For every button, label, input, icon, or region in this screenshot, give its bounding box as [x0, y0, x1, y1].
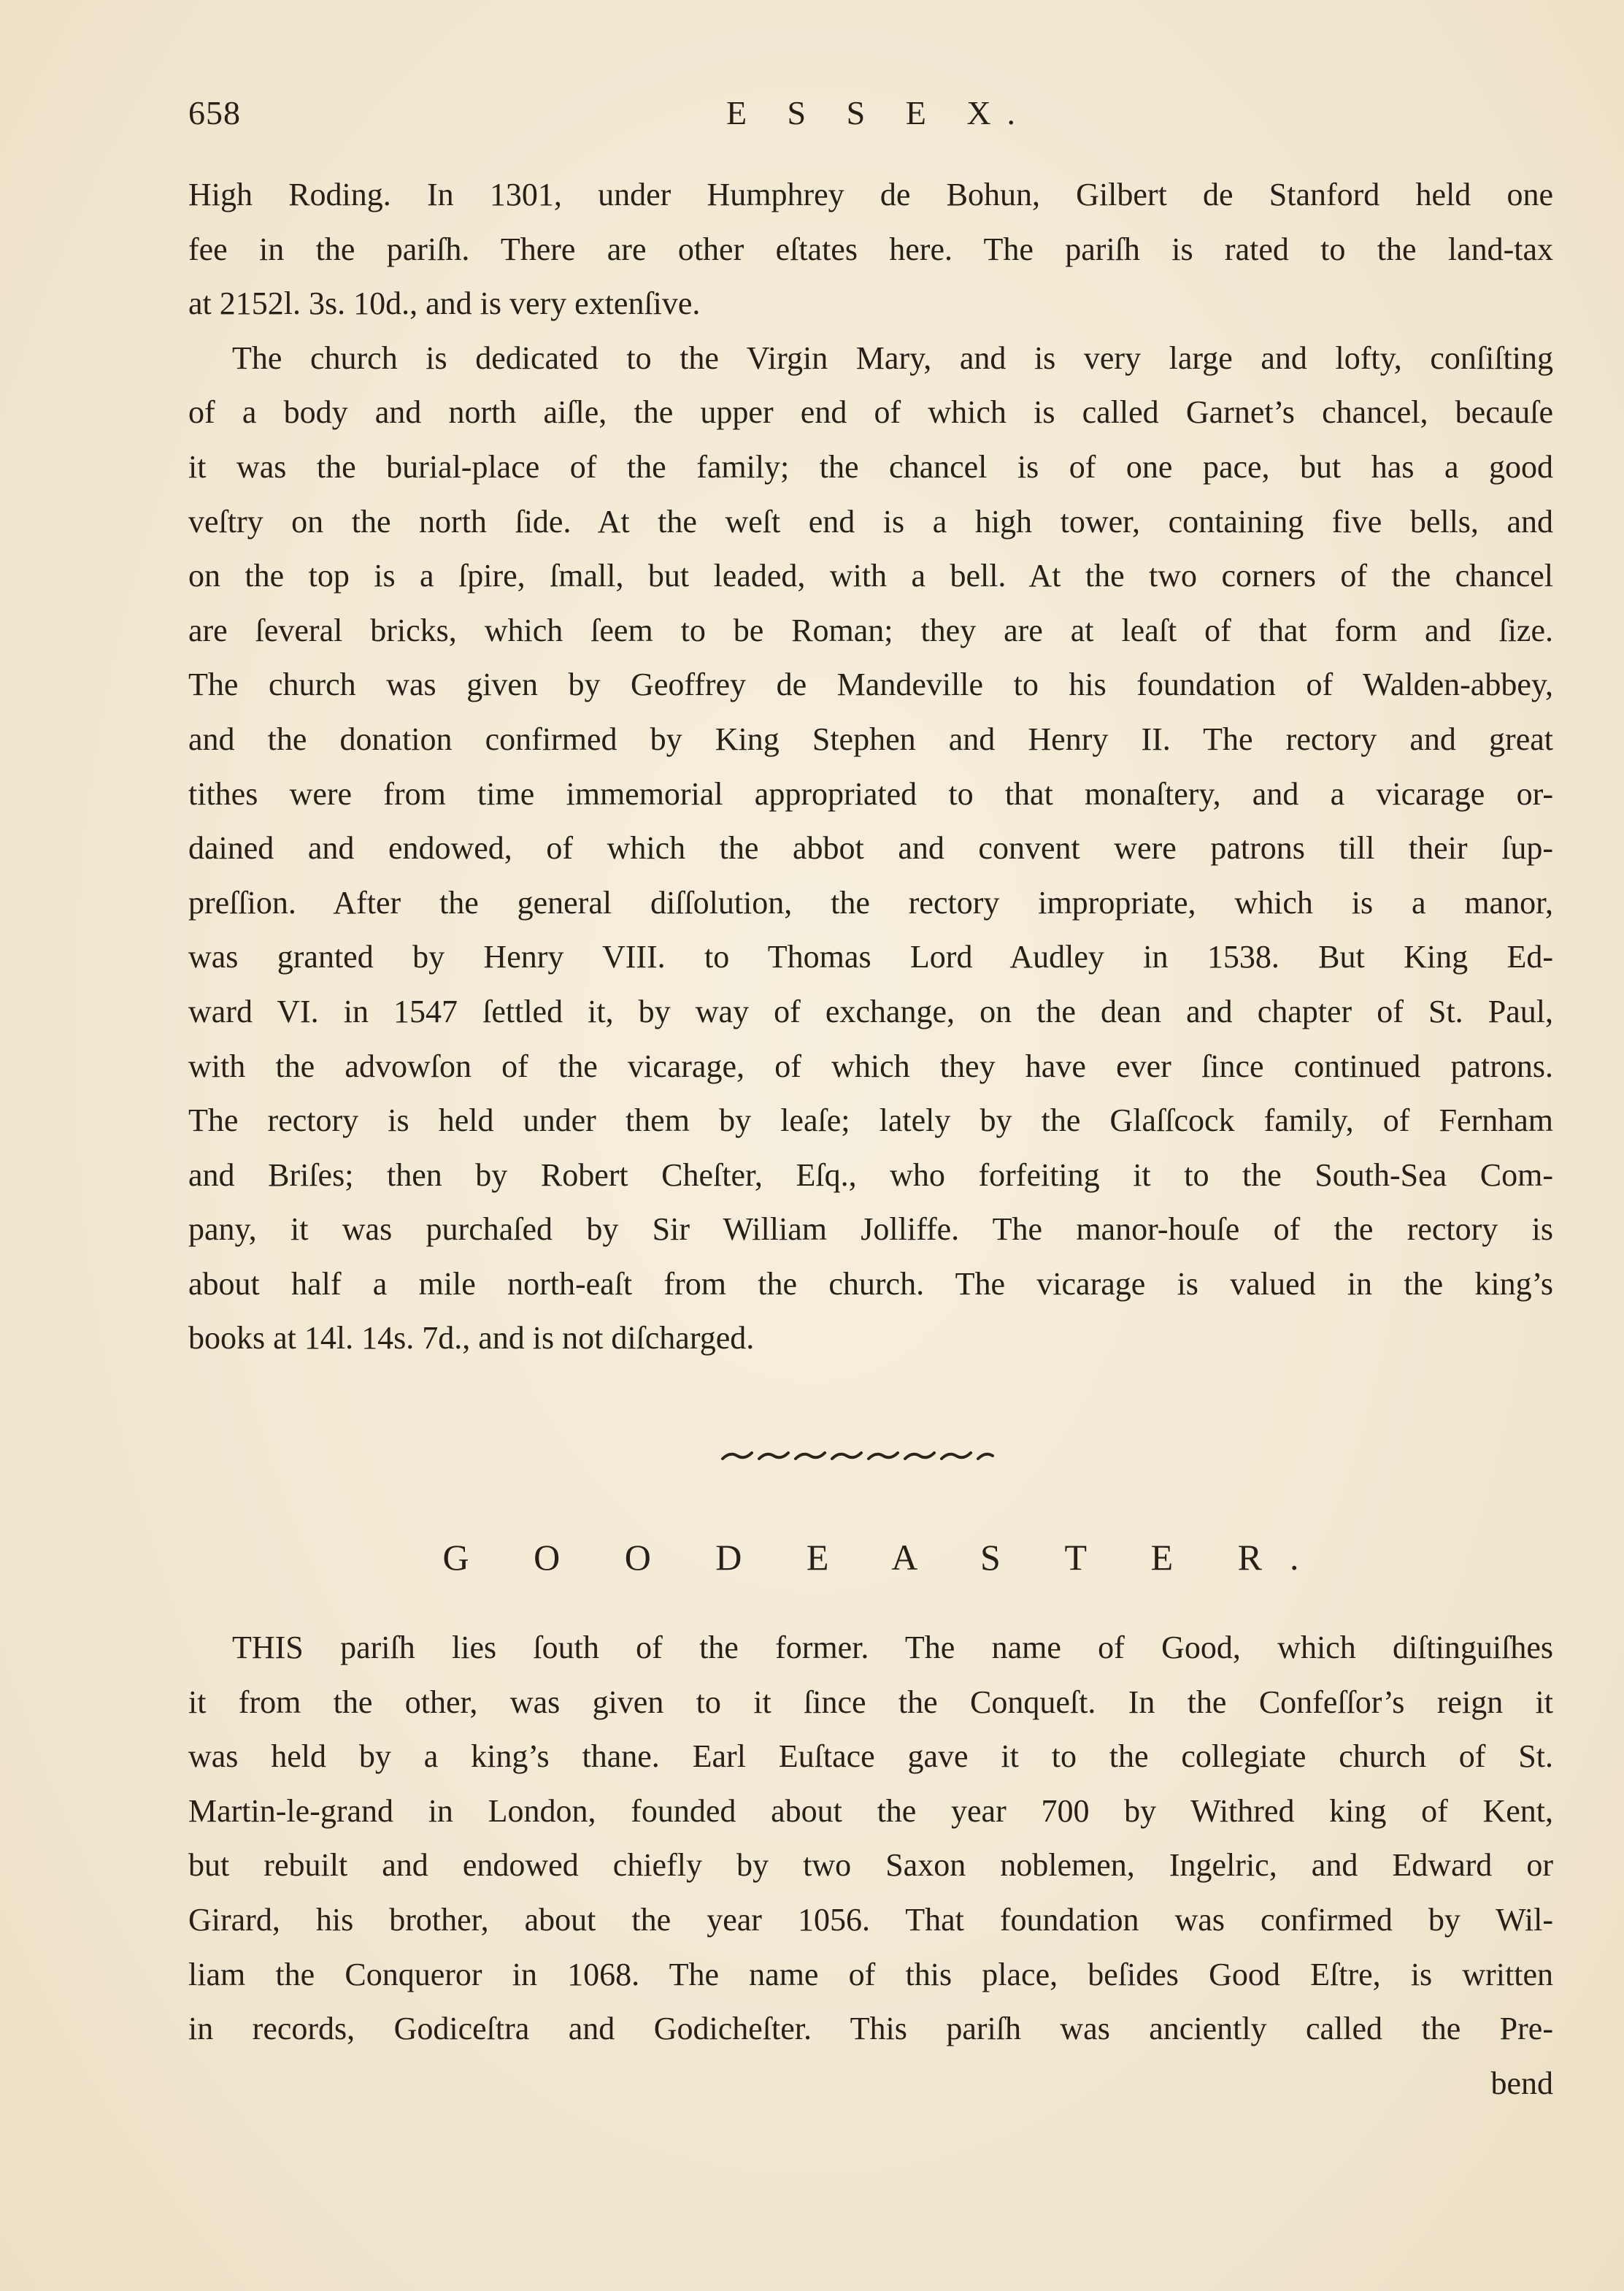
text-line: and the donation confirmed by King Stephen and Henry II. The rectory and great: [188, 721, 1553, 757]
text-line: pany, it was purchaſed by Sir William Jolliffe. The manor-houſe of the rectory is: [188, 1211, 1553, 1248]
text-line: THIS pariſh lies ſouth of the former. The name of Good, which diſtinguiſhes: [232, 1630, 1553, 1665]
text-line: High Roding. In 1301, under Humphrey de Bohun, Gilbert de Stanford held one: [188, 177, 1553, 212]
text-line: was granted by Henry VIII. to Thomas Lord Audley in 1538. But King Ed-: [188, 939, 1553, 975]
text-line: was held by a king’s thane. Earl Euſtace gave it to the collegiate church of St.: [188, 1738, 1553, 1775]
text-line: liam the Conqueror in 1068. The name of this place, beſides Good Eſtre, is written: [188, 1956, 1553, 1992]
text-line: but rebuilt and endowed chiefly by two Saxon noblemen, Ingelric, and Edward or: [188, 1847, 1553, 1884]
text-line: of a body and north aiſle, the upper end of which is called Garnet’s chancel, becauſe: [188, 394, 1553, 431]
text-line: books at 14l. 14s. 7d., and is not diſcharged.: [188, 1320, 755, 1356]
text-line: ward VI. in 1547 ſettled it, by way of exchange, on the dean and chapter of St. Paul,: [188, 993, 1553, 1029]
text-line: are ſeveral bricks, which ſeem to be Roman; they are at leaſt of that form and ſize.: [188, 612, 1553, 648]
text-line: Girard, his brother, about the year 1056. That foundation was confirmed by Wil-: [188, 1901, 1553, 1938]
text-line: with the advowſon of the vicarage, of which they have ever ſince continued patrons.: [188, 1048, 1553, 1084]
text-line: tithes were from time immemorial appropriated to that monaſtery, and a vicarage or-: [188, 775, 1553, 812]
text-line: The rectory is held under them by leaſe; lately by the Glaſſcock family, of Fernham: [188, 1102, 1553, 1139]
text-line: at 2152l. 3s. 10d., and is very extenſive.: [188, 285, 701, 322]
text-line: Martin-le-grand in London, founded about the year 700 by Withred king of Kent,: [188, 1792, 1553, 1829]
text-line: it was the burial-place of the family; the chancel is of one pace, but has a good: [188, 448, 1553, 485]
text-line: The church is dedicated to the Virgin Mary, and is very large and lofty, conſiſting: [232, 339, 1553, 376]
running-title: E S S E X.: [726, 94, 1032, 131]
text-line: The church was given by Geoffrey de Mandeville to his foundation of Walden-abbey,: [188, 667, 1553, 703]
text-line: veſtry on the north ſide. At the weſt end is a high tower, containing five bells, and: [188, 503, 1553, 540]
text-line: and Briſes; then by Robert Cheſter, Eſq., who forfeiting it to the South-Sea Com-: [188, 1156, 1553, 1193]
text-line: dained and endowed, of which the abbot and convent were patrons till their ſup-: [188, 830, 1553, 867]
running-head: [188, 93, 1553, 145]
text-line: fee in the pariſh. There are other eſtates here. The pariſh is rated to the land-tax: [188, 231, 1553, 267]
text-line: on the top is a ſpire, ſmall, but leaded, with a bell. At the two corners of the chancel: [188, 558, 1553, 594]
text-line: it from the other, was given to it ſince the Conqueſt. In the Confeſſor’s reign it: [188, 1684, 1553, 1720]
text-line: in records, Godiceſtra and Godicheſter. This pariſh was anciently called the Pre-: [188, 2011, 1553, 2047]
high-roding-text: [188, 168, 1553, 1366]
section-title: G O O D E A S T E R.: [442, 1537, 1327, 1578]
good-easter-text: [188, 1621, 1553, 2111]
wave-ornament-icon: [715, 1447, 1007, 1465]
page-number: 658: [188, 94, 241, 131]
catchword: bend: [1490, 2065, 1553, 2101]
text-line: about half a mile north-eaſt from the church. The vicarage is valued in the king’s: [188, 1265, 1553, 1302]
text-line: preſſion. After the general diſſolution, the rectory impropriate, which is a manor,: [188, 884, 1553, 921]
